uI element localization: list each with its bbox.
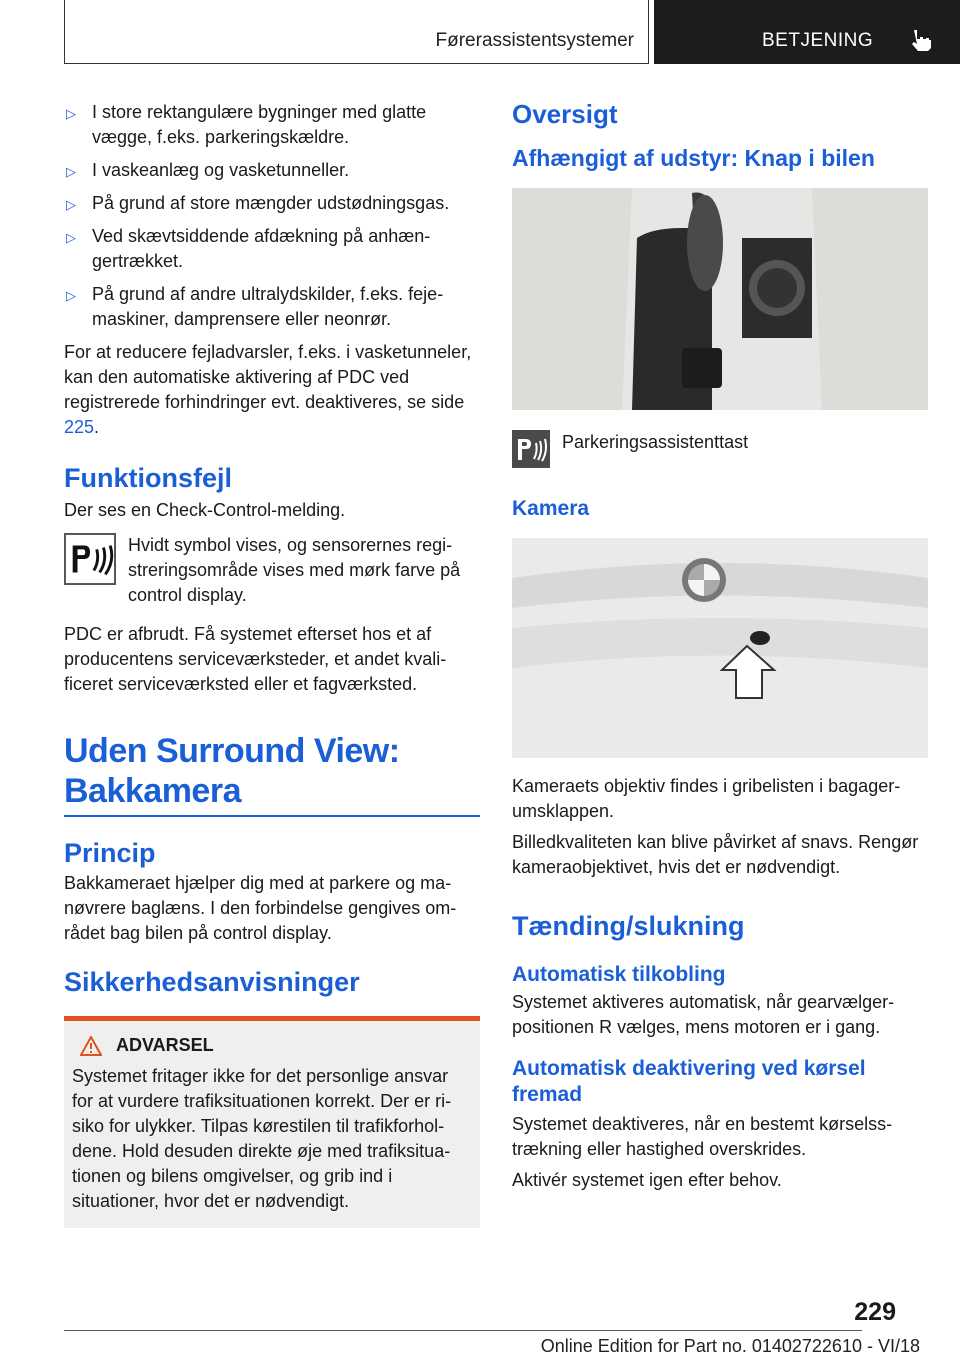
footer-divider (64, 1330, 862, 1331)
deakt-heading: Automatisk deaktivering ved kørsel fremad (512, 1057, 866, 1106)
console-photo (512, 188, 928, 410)
deakt-text: Systemet deaktiveres, når en bestemt kørselsstrækning eller hastighed overskrides. (512, 1114, 893, 1159)
auto-heading: Automatisk tilkobling (512, 963, 726, 986)
pointing-hand-icon (908, 28, 934, 52)
header-section-box (64, 0, 649, 64)
heading-divider (64, 815, 480, 817)
chapter-heading-line1: Uden Surround View: (64, 732, 400, 770)
taending-heading: Tænding/slukning (512, 911, 745, 941)
warning-text: Systemet fritager ikke for det personlige ansvar for at vurdere trafiksituationen korrekt. Der er risiko for ulykker. Tilpas kørestilen til trafikforholdene. Hold desuden direkte øje med trafiksituationen og bilens omgivelser, og grib ind i situationer, hvor det er nødvendigt. (72, 1066, 452, 1211)
udstyr-heading: Afhængigt af udstyr: Knap i bilen (512, 145, 875, 171)
warning-box (64, 1016, 480, 1228)
auto-text: Systemet aktiveres automatisk, når gearvælgerpositionen R vælges, mens motoren er i gang. (512, 992, 895, 1037)
kamera-text-2: Billedkvaliteten kan blive påvirket af snavs. Rengør kameraobjektivet, hvis det er nødvendigt. (512, 832, 919, 877)
reduce-paragraph: For at reducere fejladvarsler, f.eks. i vasketunneler, kan den automatiske aktivering af PDC ved registrerede forhindringer evt. deaktiveres, se side 225. (64, 342, 472, 437)
header-section-title: Førerassistentsystemer (435, 30, 634, 51)
kamera-text-1: Kameraets objektiv findes i gribelisten i bagagerumsklappen. (512, 776, 901, 821)
button-caption: Parkeringsassistenttast (562, 432, 749, 452)
aktiver-text: Aktivér systemet igen efter behov. (512, 1170, 782, 1190)
left-column (64, 100, 480, 1228)
warning-triangle-icon (80, 1036, 102, 1056)
pdc-warning-icon (64, 533, 116, 585)
sikkerhed-heading: Sikkerhedsanvisninger (64, 967, 360, 997)
symbol-description: Hvidt symbol vises, og sensorernes registreringsområde vises med mørk farve på control display. (128, 535, 461, 605)
funktionsfejl-text: Der ses en Check-Control-melding. (64, 500, 346, 520)
warning-bar (64, 1016, 480, 1021)
princip-text: Bakkameraet hjælper dig med at parkere og manøvrere baglæns. I den forbindelse gengives området bag bilen på control display. (64, 873, 457, 943)
funktionsfejl-heading: Funktionsfejl (64, 463, 232, 493)
page-link[interactable]: 225 (64, 417, 95, 437)
list-item: ▷ På grund af store mængder udstødningsgas. (66, 193, 450, 213)
right-column (512, 100, 928, 1199)
kamera-heading: Kamera (512, 497, 590, 520)
pdc-text: PDC er afbrudt. Få systemet efterset hos et af producentens serviceværksteder, et andet kvalificeret serviceværksted eller et fagværksted. (64, 624, 447, 694)
parking-assistant-icon (512, 430, 550, 468)
chapter-heading-line2: Bakkamera (64, 772, 241, 810)
princip-heading: Princip (64, 838, 156, 868)
header-chapter-box (654, 0, 960, 64)
list-item: ▷ I store rektangulære bygninger med glatte vægge, f.eks. parkeringskældre. (66, 102, 427, 147)
list-item: ▷ På grund af andre ultralydskilder, f.eks. fejemaskiner, damprensere eller neonrør. (66, 284, 444, 329)
page-number: 229 (854, 1298, 896, 1326)
list-item: ▷ I vaskeanlæg og vasketunneller. (66, 160, 350, 180)
list-item: ▷ Ved skævtsiddende afdækning på anhængertrækket. (66, 226, 431, 271)
camera-photo (512, 538, 928, 758)
footer-edition: Online Edition for Part no. 01402722610 - VI/18 (540, 1336, 920, 1356)
header-chapter-title: BETJENING (762, 30, 874, 51)
oversigt-heading: Oversigt (512, 99, 618, 129)
warning-title: ADVARSEL (116, 1035, 214, 1055)
